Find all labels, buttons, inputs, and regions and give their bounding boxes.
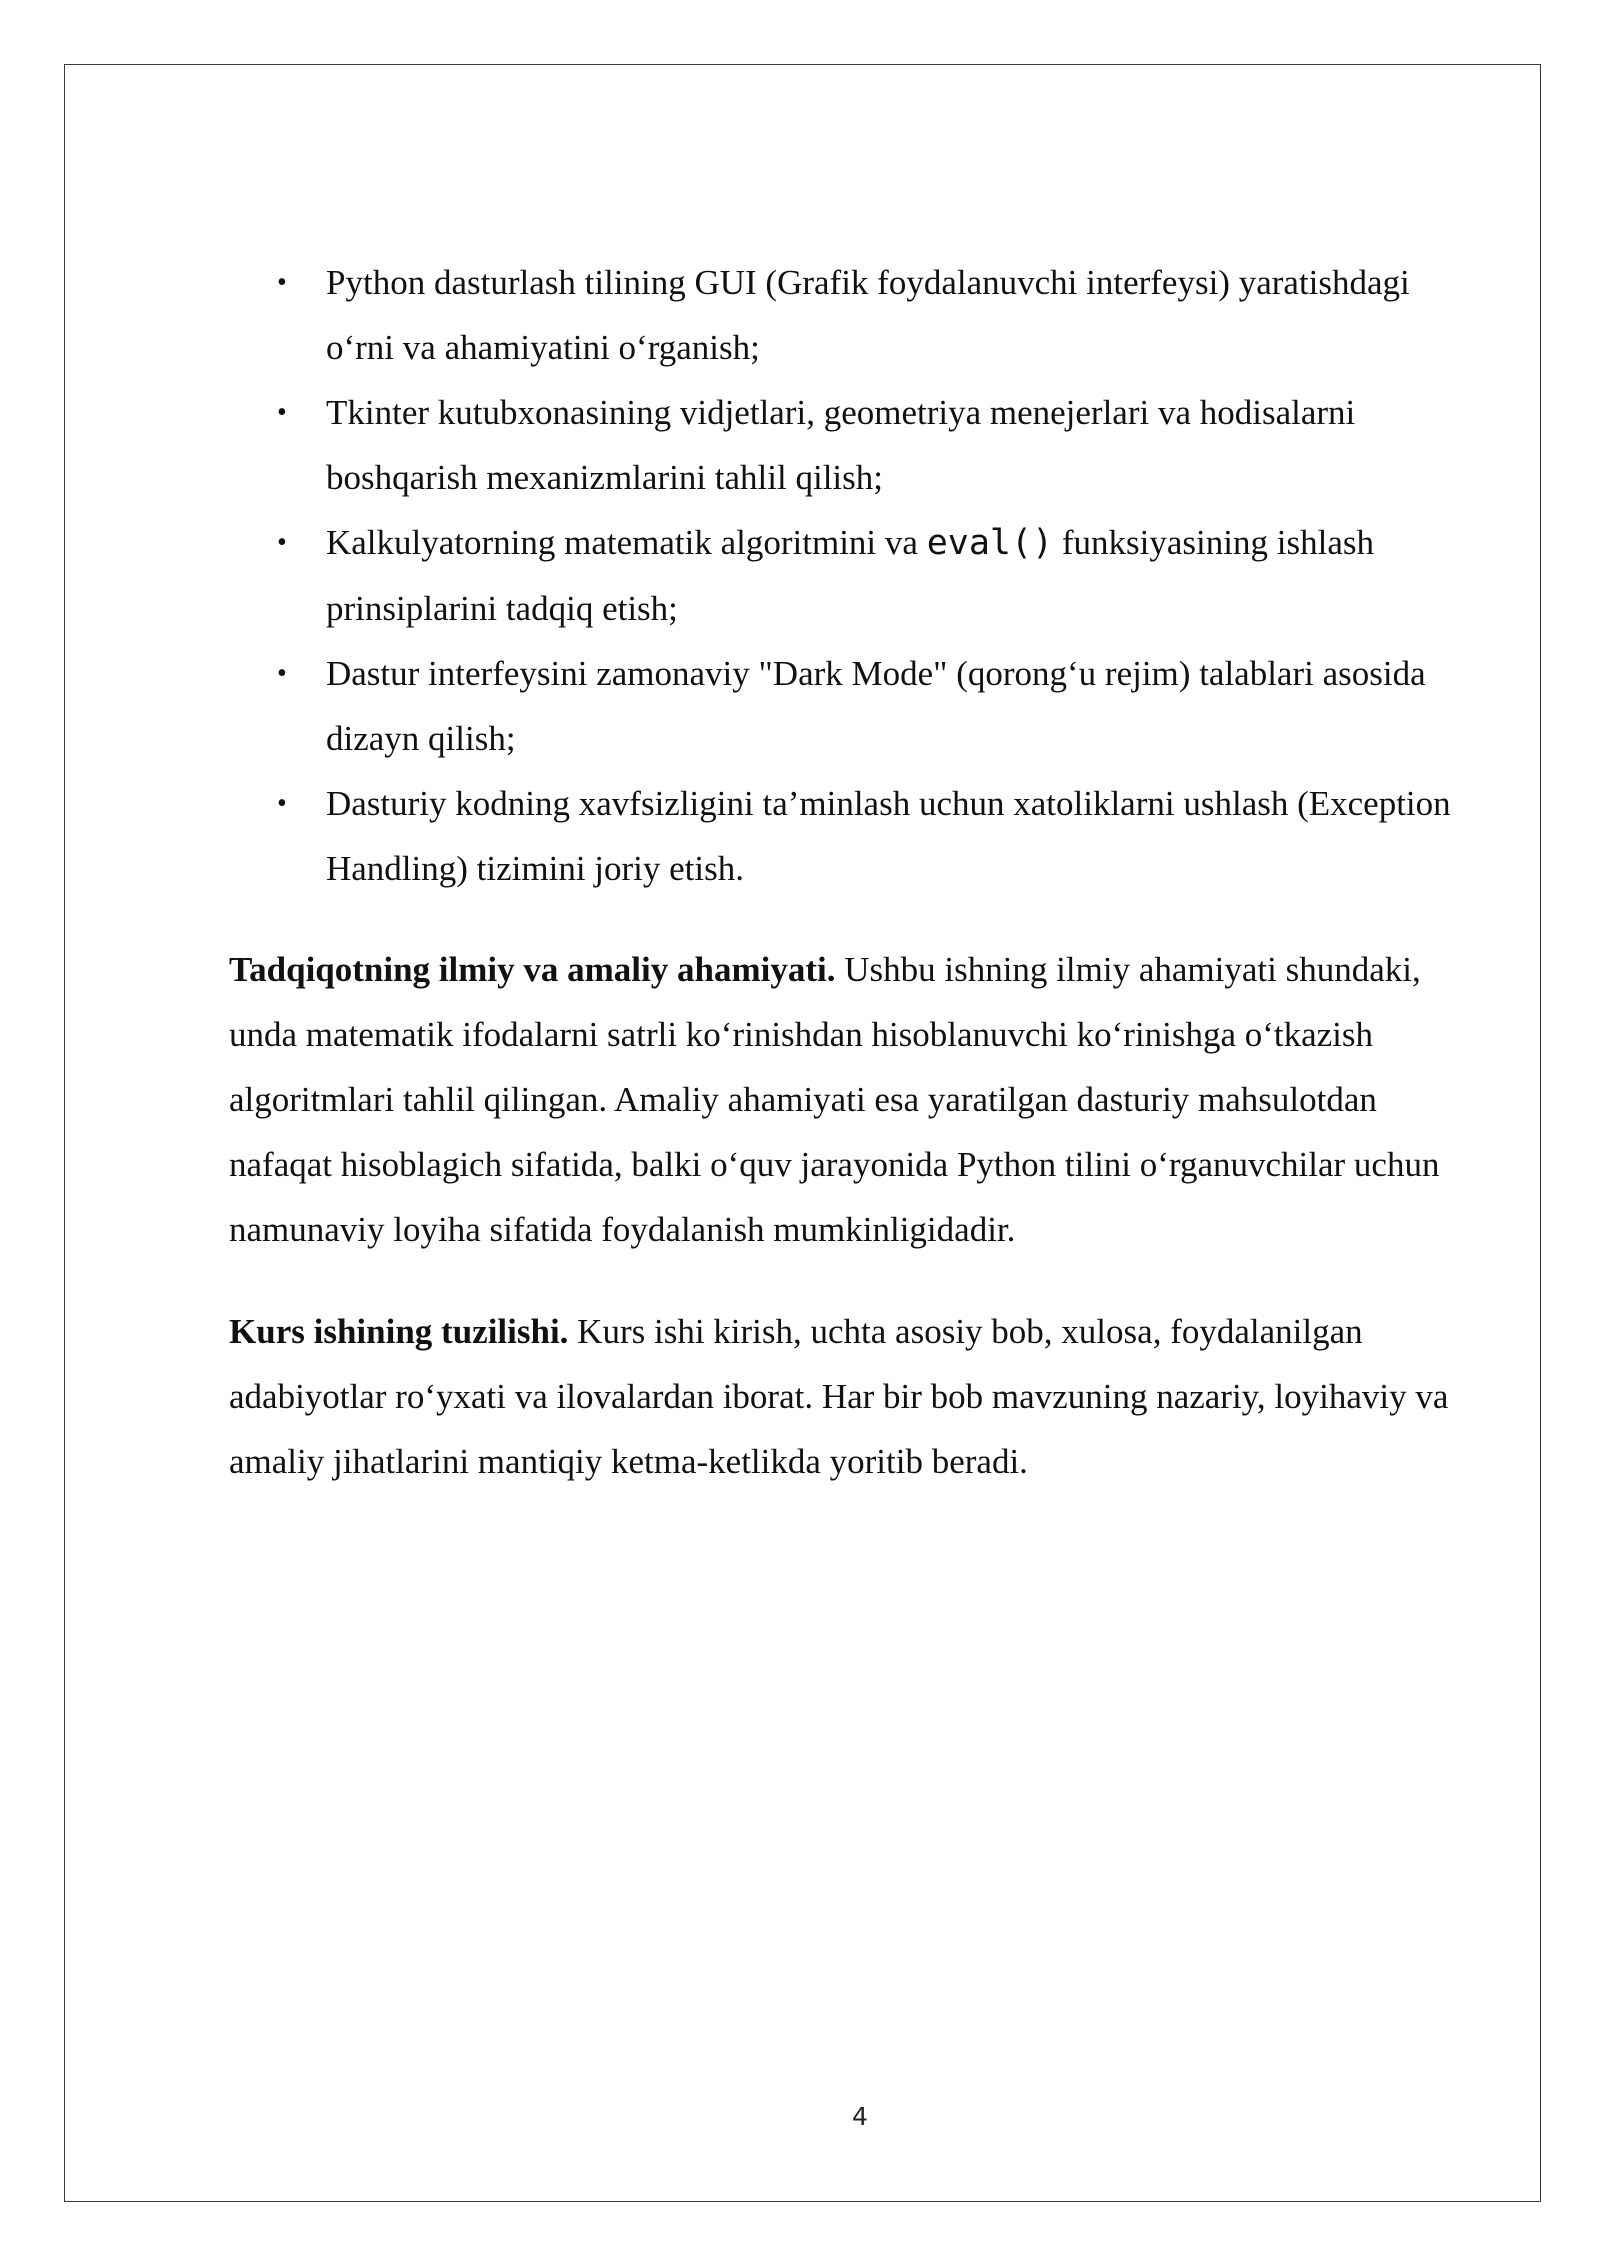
list-item xyxy=(229,641,1479,771)
significance-paragraph xyxy=(229,937,1479,1262)
bullet-icon: • xyxy=(277,527,287,558)
document-body xyxy=(229,250,1479,1494)
list-item-text: Kalkulyatorning matematik algoritmini va xyxy=(326,523,927,562)
list-item-text: Tkinter kutubxonasining vidjetlari, geometriya menejerlari va hodisalarni boshqarish mexanizmlarini tahlil qilish; xyxy=(326,393,1356,497)
structure-paragraph xyxy=(229,1299,1479,1494)
list-item-text: Python dasturlash tilining GUI (Grafik foydalanuvchi interfeysi) yaratishdagi o‘rni va ahamiyatini o‘rganish; xyxy=(326,263,1410,367)
objectives-list xyxy=(229,250,1479,901)
list-item-text: Dasturiy kodning xavfsizligini ta’minlash uchun xatoliklarni ushlash (Exception Handling) tizimini joriy etish. xyxy=(326,784,1451,888)
paragraph-body: Kurs ishi kirish, uchta asosiy bob, xulosa, foydalanilgan adabiyotlar ro‘yxati va ilovalardan iborat. Har bir bob mavzuning nazariy, loyihaviy va amaliy jihatlarini mantiqiy ketma-ketlikda yoritib beradi. xyxy=(229,1312,1449,1481)
bullet-icon: • xyxy=(277,788,287,819)
bullet-icon: • xyxy=(277,267,287,298)
list-item-text: Dastur interfeysini zamonaviy "Dark Mode" (qorong‘u rejim) talablari asosida dizayn qilish; xyxy=(326,654,1426,758)
paragraph-heading: Kurs ishining tuzilishi. xyxy=(229,1312,569,1351)
list-item xyxy=(229,380,1479,510)
bullet-icon: • xyxy=(277,397,287,428)
list-item xyxy=(229,771,1479,901)
paragraph-body: Ushbu ishning ilmiy ahamiyati shundaki, unda matematik ifodalarni satrli ko‘rinishdan hisoblanuvchi ko‘rinishga o‘tkazish algoritmlari tahlil qilingan. Amaliy ahamiyati esa yaratilgan dasturiy mahsulotdan nafaqat hisoblagich sifatida, balki o‘quv jarayonida Python tilini o‘rganuvchilar uchun namunaviy loyiha sifatida foydalanish mumkinligidadir. xyxy=(229,950,1440,1249)
inline-code: eval() xyxy=(926,523,1054,563)
paragraph-heading: Tadqiqotning ilmiy va amaliy ahamiyati. xyxy=(229,950,836,989)
list-item xyxy=(229,510,1479,641)
list-item xyxy=(229,250,1479,380)
list-item-text-after: funksiyasining ishlash prinsiplarini tadqiq etish; xyxy=(326,523,1374,628)
bullet-icon: • xyxy=(277,658,287,689)
page-number: 4 xyxy=(852,2102,868,2131)
